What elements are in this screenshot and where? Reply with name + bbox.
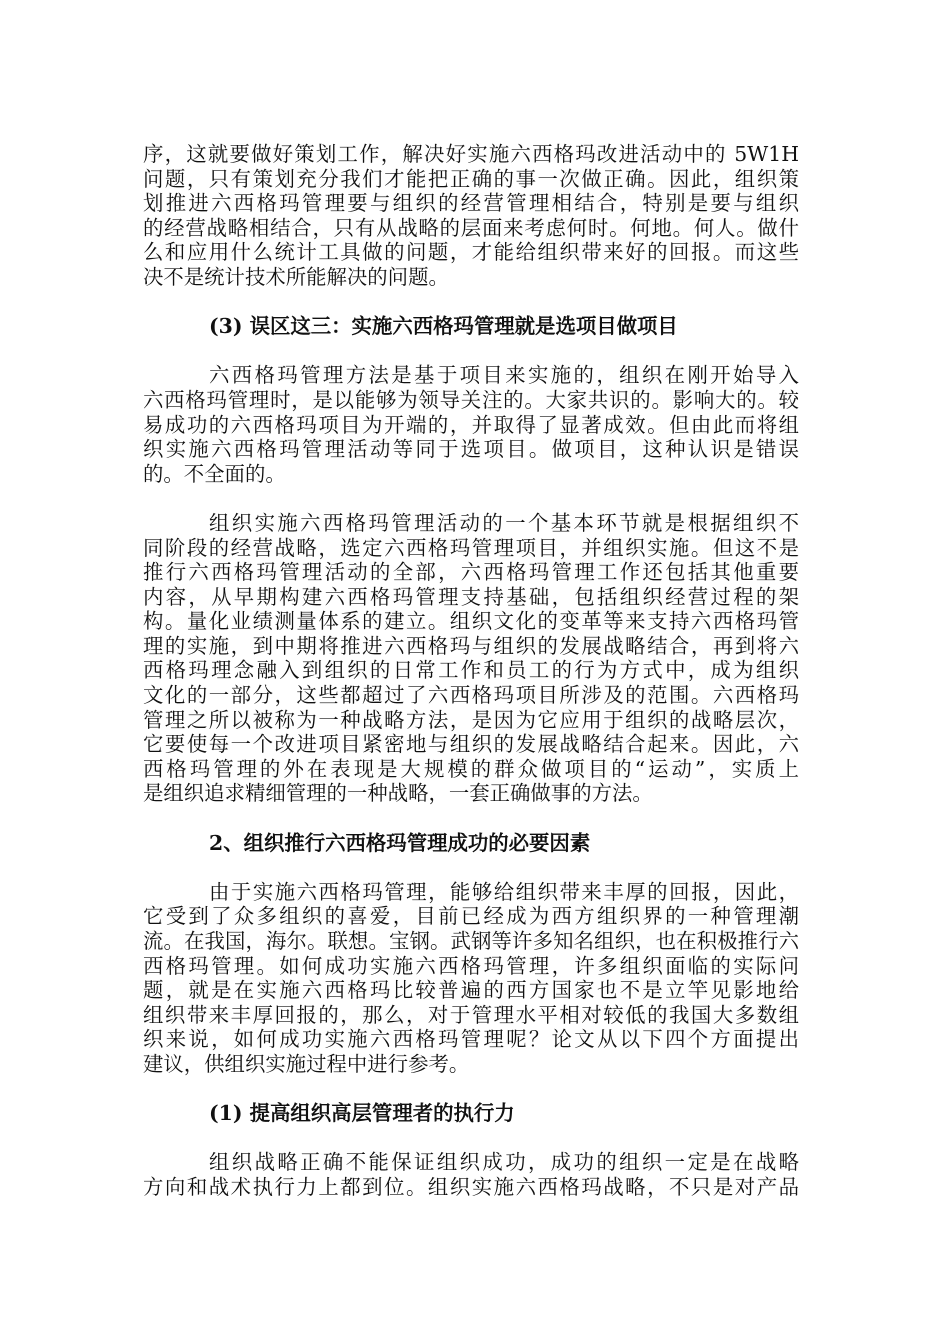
text-line: 六西格玛管理方法是基于项目来实施的，组织在刚开始导入 xyxy=(209,363,799,388)
text-line: 建议，供组织实施过程中进行参考。 xyxy=(143,1051,470,1076)
text-line: 组织实施六西格玛管理活动的一个基本环节就是根据组织不 xyxy=(209,510,799,535)
paragraph xyxy=(143,363,799,486)
text-line: 织来说，如何成功实施六西格玛管理呢？论文从以下四个方面提出 xyxy=(143,1027,799,1052)
text-line: 么和应用什么统计工具做的问题，才能给组织带来好的回报。而这些 xyxy=(143,240,799,265)
text-line: 内容，从早期构建六西格玛管理支持基础，包括组织经营过程的架 xyxy=(143,584,799,609)
text-line: 由于实施六西格玛管理，能够给组织带来丰厚的回报，因此， xyxy=(209,879,799,904)
text-line: 是组织追求精细管理的一种战略，一套正确做事的方法。 xyxy=(143,781,653,806)
text-line: 六西格玛管理时，是以能够为领导关注的。大家共识的。影响大的。较 xyxy=(143,387,799,412)
text-line: 划推进六西格玛管理要与组织的经营管理相结合，特别是要与组织 xyxy=(143,191,799,216)
paragraph xyxy=(143,511,799,806)
section-heading: (1) 提高组织高层管理者的执行力 xyxy=(209,1101,515,1126)
text-line: 问题，只有策划充分我们才能把正确的事一次做正确。因此，组织策 xyxy=(143,166,799,191)
text-line: 织实施六西格玛管理活动等同于选项目。做项目，这种认识是错误 xyxy=(143,437,799,462)
text-line: 理的实施，到中期将推进六西格玛与组织的发展战略结合，再到将六 xyxy=(143,633,799,658)
text-line: 它要使每一个改进项目紧密地与组织的发展战略结合起来。因此，六 xyxy=(143,732,799,757)
paragraph xyxy=(143,1150,799,1199)
text-line: 组织带来丰厚回报的，那么，对于管理水平相对较低的我国大多数组 xyxy=(143,1002,799,1027)
text-line: 同阶段的经营战略，选定六西格玛管理项目，并组织实施。但这不是 xyxy=(143,535,799,560)
text-line: 流。在我国，海尔。联想。宝钢。武钢等许多知名组织，也在积极推行六 xyxy=(143,929,799,953)
text-line: 它受到了众多组织的喜爱，目前已经成为西方组织界的一种管理潮 xyxy=(143,904,799,929)
text-line: 方向和战术执行力上都到位。组织实施六西格玛战略，不只是对产品 xyxy=(143,1174,799,1199)
paragraph xyxy=(143,880,799,1077)
text-line: 题，就是在实施六西格玛比较普遍的西方国家也不是立竿见影地给 xyxy=(143,978,799,1003)
paragraph xyxy=(143,142,799,290)
text-line: 推行六西格玛管理活动的全部，六西格玛管理工作还包括其他重要 xyxy=(143,560,799,585)
text-line: 构。量化业绩测量体系的建立。组织文化的变革等来支持六西格玛管 xyxy=(143,609,799,634)
text-line: 易成功的六西格玛项目为开端的，并取得了显著成效。但由此而将组 xyxy=(143,412,799,437)
text-line: 组织战略正确不能保证组织成功，成功的组织一定是在战略 xyxy=(209,1150,799,1175)
text-line: 序，这就要做好策划工作，解决好实施六西格玛改进活动中的 5W1H xyxy=(143,142,799,166)
text-line: 西格玛管理。如何成功实施六西格玛管理，许多组织面临的实际问 xyxy=(143,953,799,978)
text-line: 决不是统计技术所能解决的问题。 xyxy=(143,264,449,289)
section-heading: (3) 误区这三：实施六西格玛管理就是选项目做项目 xyxy=(209,314,678,339)
document-body xyxy=(143,142,799,1224)
text-line: 西格玛理念融入到组织的日常工作和员工的行为方式中，成为组织 xyxy=(143,658,799,683)
text-line: 的。不全面的。 xyxy=(143,461,286,486)
text-line: 管理之所以被称为一种战略方法，是因为它应用于组织的战略层次， xyxy=(143,707,799,732)
section-heading: 2、组织推行六西格玛管理成功的必要因素 xyxy=(209,830,591,855)
text-line: 的经营战略相结合，只有从战略的层面来考虑何时。何地。何人。做什 xyxy=(143,215,799,240)
text-line: 文化的一部分，这些都超过了六西格玛项目所涉及的范围。六西格玛 xyxy=(143,683,799,708)
text-line: 西格玛管理的外在表现是大规模的群众做项目的“运动”，实质上 xyxy=(143,756,799,781)
